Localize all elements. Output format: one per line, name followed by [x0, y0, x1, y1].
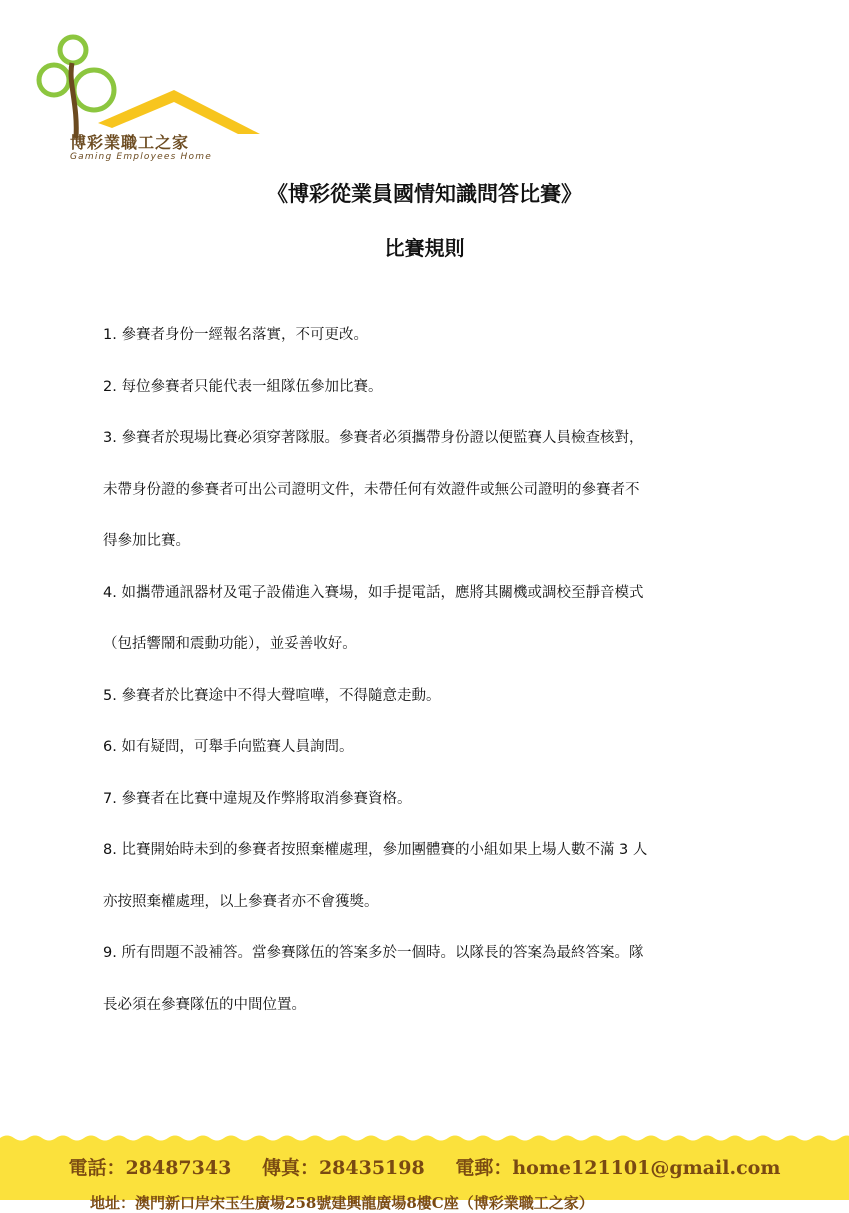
page-subtitle: 比賽規則	[384, 236, 465, 260]
rule-line: 6. 如有疑問，可舉手向監賽人員詢問。	[103, 739, 354, 755]
rules-list	[103, 310, 753, 1031]
rule-line: 4. 如攜帶通訊器材及電子設備進入賽場，如手提電話，應將其關機或調校至靜音模式	[103, 584, 644, 601]
rule-line: 長必須在參賽隊伍的中間位置。	[103, 996, 306, 1013]
rule-line: 1. 參賽者身份一經報名落實，不可更改。	[103, 327, 368, 343]
rule-line: 9. 所有問題不設補答。當參賽隊伍的答案多於一個時。以隊長的答案為最終答案。隊	[103, 945, 644, 961]
rule-line: 8. 比賽開始時未到的參賽者按照棄權處理，參加團體賽的小組如果上場人數不滿 3 人	[103, 842, 648, 858]
rule-line: 亦按照棄權處理，以上參賽者亦不會獲獎。	[103, 893, 379, 910]
rule-line: 得參加比賽。	[103, 533, 190, 549]
rule-line: （包括響鬧和震動功能），並妥善收好。	[103, 636, 357, 652]
rule-line: 3. 參賽者於現場比賽必須穿著隊服。參賽者必須攜帶身份證以便監賽人員檢查核對，	[103, 430, 644, 446]
rule-line: 未帶身份證的參賽者可出公司證明文件，未帶任何有效證件或無公司證明的參賽者不	[103, 481, 640, 498]
contact-line	[0, 1153, 849, 1180]
logo-name-en: Gaming Employees Home	[70, 152, 212, 162]
fax-text: 傳真：28435198	[261, 1157, 425, 1179]
rule-line: 7. 參賽者在比賽中違規及作弊將取消參賽資格。	[103, 790, 412, 807]
email-link[interactable]: 電郵：home121101@gmail.com	[455, 1157, 781, 1179]
address-text: 地址：澳門新口岸宋玉生廣場258號建興龍廣場8樓C座（博彩業職工之家）	[90, 1194, 594, 1212]
rule-line: 5. 參賽者於比賽途中不得大聲喧嘩，不得隨意走動。	[103, 687, 441, 704]
rule-line: 2. 每位參賽者只能代表一組隊伍參加比賽。	[103, 378, 383, 395]
logo-name-zh: 博彩業職工之家	[70, 133, 190, 152]
page-title: 《博彩從業員國情知識問答比賽》	[267, 182, 582, 206]
phone-text: 電話：28487343	[68, 1157, 232, 1179]
